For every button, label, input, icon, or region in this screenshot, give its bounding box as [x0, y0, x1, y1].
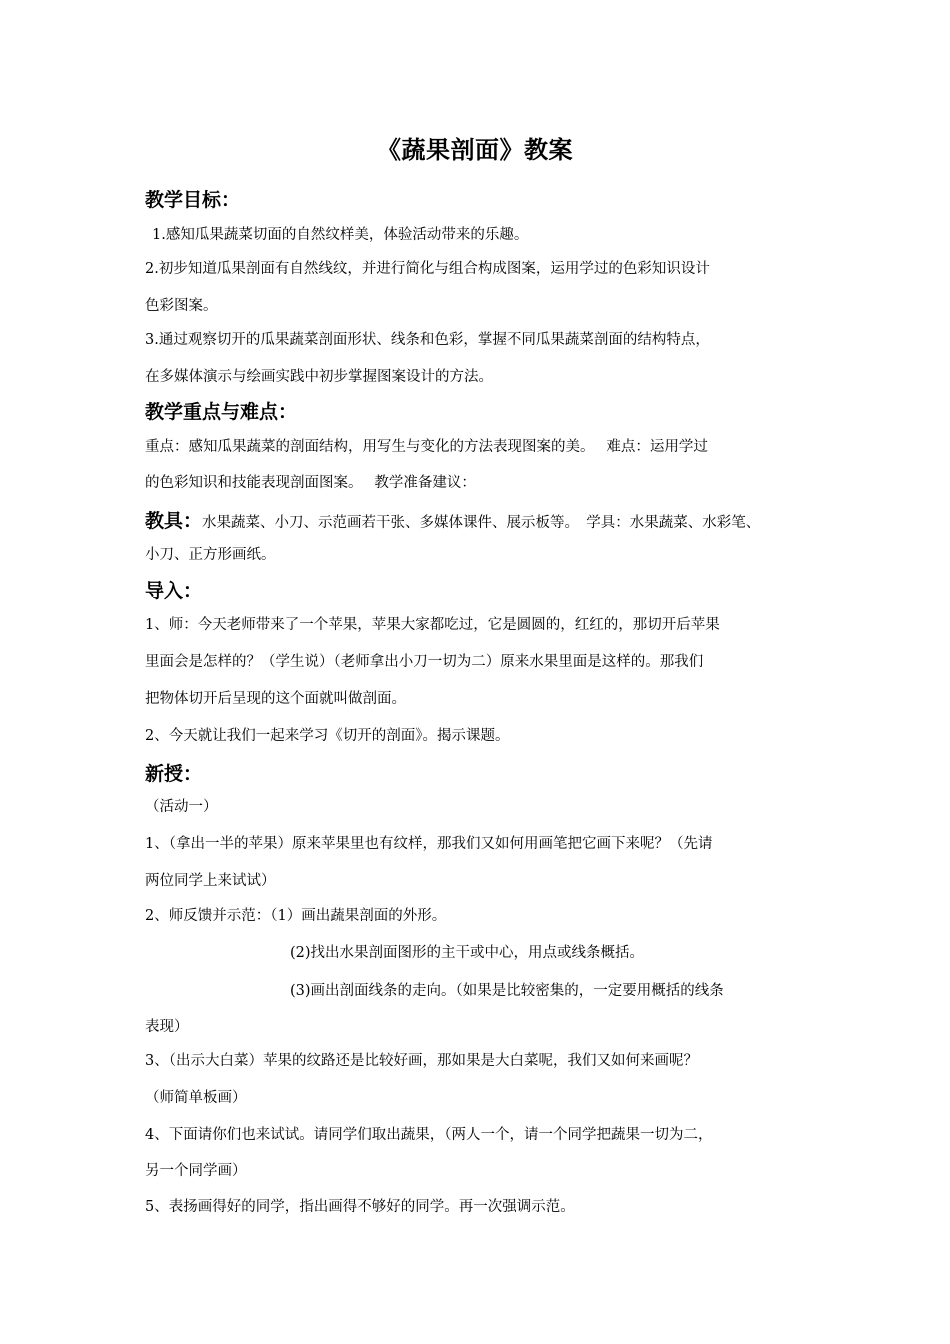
tools-line [145, 507, 760, 537]
tools-text: 水果蔬菜、小刀、示范画若干张、多媒体课件、展示板等。 学具：水果蔬菜、水彩笔、 [202, 515, 761, 531]
key-points-line: 的色彩知识和技能表现剖面图案。 教学准备建议： [145, 475, 476, 491]
tools-line-2: 小刀、正方形画纸。 [145, 547, 276, 563]
intro-line: 里面会是怎样的？（学生说）（老师拿出小刀一切为二）原来水果里面是这样的。那我们 [145, 654, 704, 670]
key-points-heading: 教学重点与难点： [145, 401, 298, 423]
objectives-line: 1.感知瓜果蔬菜切面的自然纹样美，体验活动带来的乐趣。 [152, 227, 529, 243]
document-title: 《蔬果剖面》教案 [377, 136, 573, 164]
new-lesson-line: （活动一） [145, 799, 218, 815]
new-lesson-heading: 新授： [145, 763, 203, 785]
objectives-line: 2.初步知道瓜果剖面有自然线纹，并进行简化与组合构成图案，运用学过的色彩知识设计 [145, 261, 710, 277]
intro-heading: 导入： [145, 580, 203, 602]
new-lesson-line: （师简单板画） [145, 1090, 247, 1106]
new-lesson-line: 3、（出示大白菜）苹果的纹路还是比较好画，那如果是大白菜呢，我们又如何来画呢？ [145, 1053, 698, 1069]
intro-line: 2、今天就让我们一起来学习《切开的剖面》。揭示课题。 [145, 728, 510, 744]
intro-line: 把物体切开后呈现的这个面就叫做剖面。 [145, 691, 406, 707]
objectives-line: 色彩图案。 [145, 298, 218, 314]
new-lesson-line: 2、师反馈并示范：（1）画出蔬果剖面的外形。 [145, 908, 447, 924]
new-lesson-line: (2)找出水果剖面图形的主干或中心，用点或线条概括。 [290, 945, 645, 961]
objectives-line: 在多媒体演示与绘画实践中初步掌握图案设计的方法。 [145, 369, 493, 385]
new-lesson-line: 两位同学上来试试） [145, 873, 276, 889]
objectives-line: 3.通过观察切开的瓜果蔬菜剖面形状、线条和色彩，掌握不同瓜果蔬菜剖面的结构特点， [145, 332, 710, 348]
new-lesson-line: 表现） [145, 1019, 189, 1035]
new-lesson-line: 4、下面请你们也来试试。请同学们取出蔬果，（两人一个，请一个同学把蔬果一切为二， [145, 1127, 713, 1143]
intro-line: 1、师：今天老师带来了一个苹果，苹果大家都吃过，它是圆圆的，红红的，那切开后苹果 [145, 617, 720, 633]
new-lesson-line: (3)画出剖面线条的走向。（如果是比较密集的，一定要用概括的线条 [290, 983, 724, 999]
objectives-heading: 教学目标： [145, 189, 241, 211]
new-lesson-line: 5、表扬画得好的同学，指出画得不够好的同学。再一次强调示范。 [145, 1199, 575, 1215]
new-lesson-line: 另一个同学画） [145, 1163, 247, 1179]
tools-heading: 教具： [145, 510, 203, 532]
key-points-line: 重点：感知瓜果蔬菜的剖面结构，用写生与变化的方法表现图案的美。 难点：运用学过 [145, 439, 708, 455]
new-lesson-line: 1、（拿出一半的苹果）原来苹果里也有纹样，那我们又如何用画笔把它画下来呢？（先请 [145, 836, 713, 852]
